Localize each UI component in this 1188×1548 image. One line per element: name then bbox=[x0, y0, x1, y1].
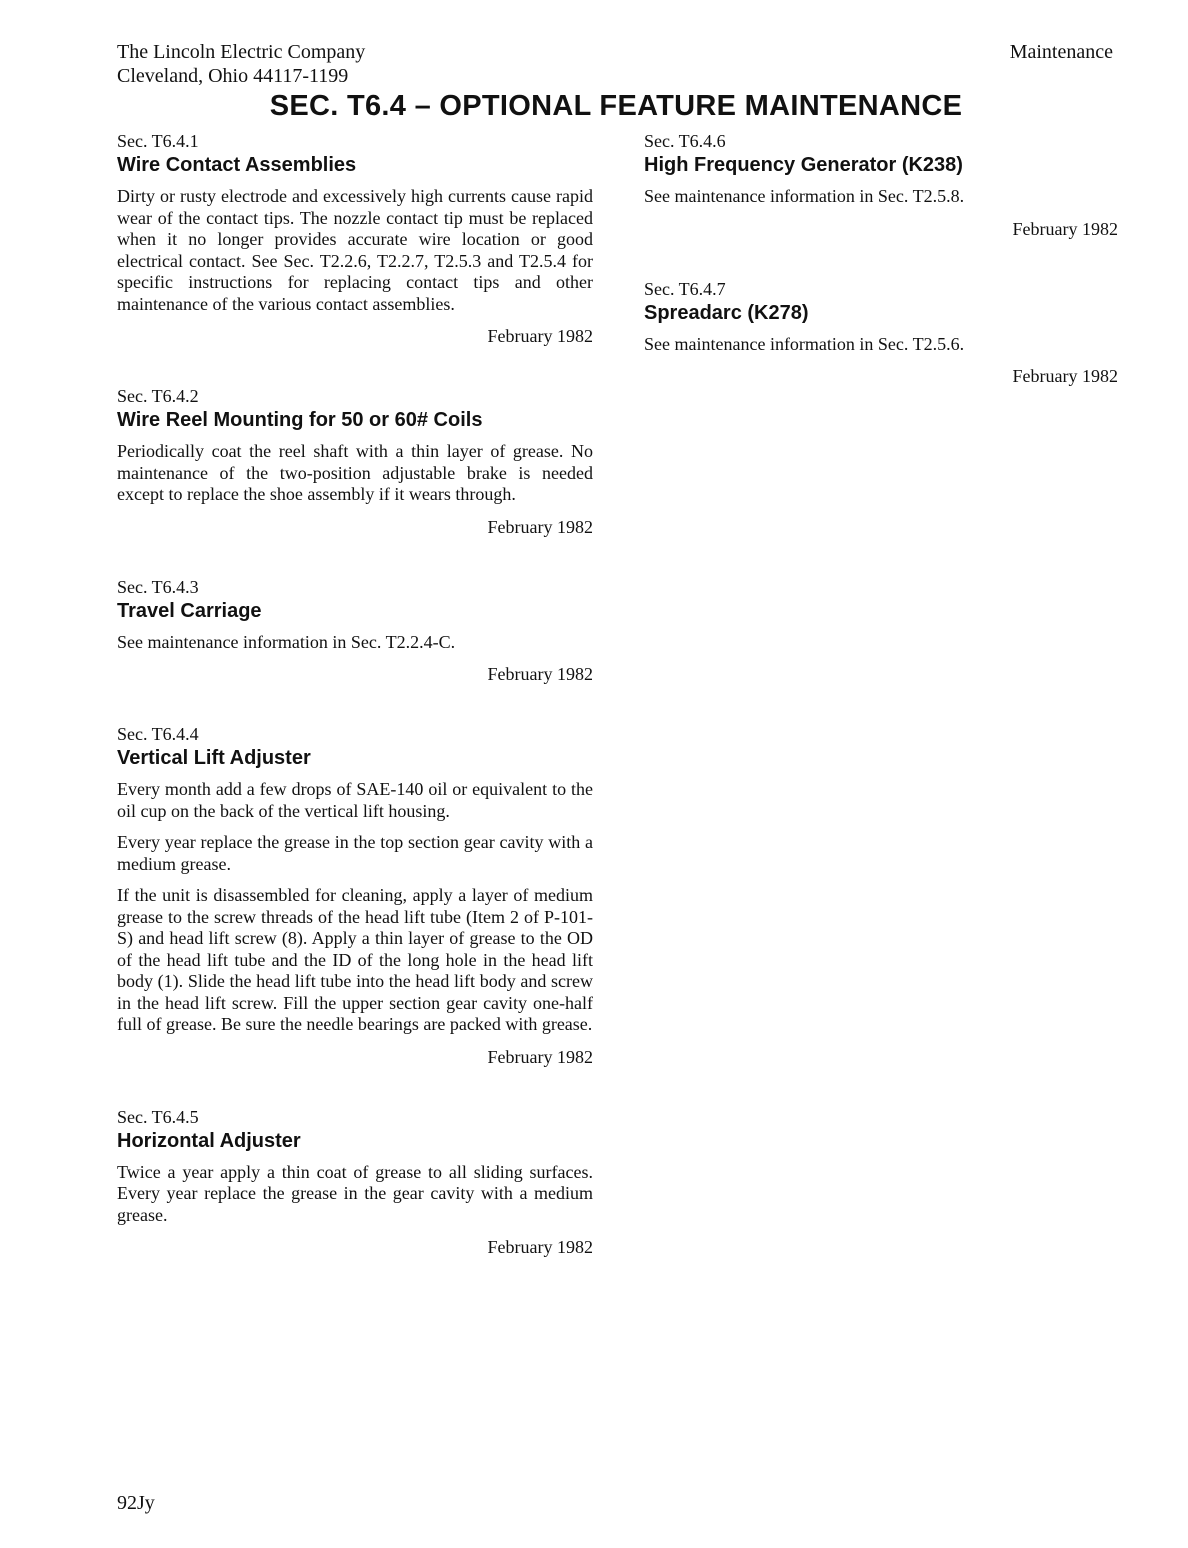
section-high-frequency-generator bbox=[644, 130, 1118, 240]
section-paragraph: Twice a year apply a thin coat of grease to all sliding surfaces. Every year replace the grease in the gear cavity with a medium grease. bbox=[117, 1161, 593, 1225]
section-paragraph: Dirty or rusty electrode and excessively high currents cause rapid wear of the contact tips. The nozzle contact tip must be replaced when it no longer provides accurate wire location or good electrical contact. See Sec. T2.2.6, T2.2.7, T2.5.3 and T2.5.4 for specific instructions for replacing contact tips and other maintenance of the various contact assemblies. bbox=[117, 186, 593, 314]
section-number: Sec. T6.4.2 bbox=[117, 386, 199, 406]
section-date: February 1982 bbox=[1012, 366, 1118, 386]
section-title: Spreadarc (K278) bbox=[644, 301, 809, 324]
section-paragraph: See maintenance information in Sec. T2.5.6. bbox=[644, 333, 965, 354]
section-date: February 1982 bbox=[487, 1237, 593, 1257]
section-paragraph: Periodically coat the reel shaft with a thin layer of grease. No maintenance of the two-position adjustable brake is needed except to replace the shoe assembly if it wears through. bbox=[117, 441, 593, 504]
section-number: Sec. T6.4.6 bbox=[644, 131, 726, 151]
section-title: Wire Contact Assemblies bbox=[117, 154, 357, 176]
section-date: February 1982 bbox=[487, 1046, 593, 1067]
section-paragraph: Every year replace the grease in the top section gear cavity with a medium grease. bbox=[117, 832, 593, 874]
section-number: Sec. T6.4.3 bbox=[117, 576, 199, 597]
right-column bbox=[644, 130, 1118, 387]
section-category: Maintenance bbox=[1009, 41, 1113, 63]
section-wire-contact-assemblies bbox=[117, 130, 593, 347]
company-name: The Lincoln Electric Company bbox=[117, 41, 366, 63]
section-paragraph: See maintenance information in Sec. T2.5.8. bbox=[644, 186, 965, 206]
section-number: Sec. T6.4.7 bbox=[644, 278, 726, 299]
left-column bbox=[117, 130, 593, 1258]
section-title: Vertical Lift Adjuster bbox=[117, 747, 311, 769]
section-horizontal-adjuster bbox=[117, 1106, 593, 1259]
section-date: February 1982 bbox=[487, 664, 593, 684]
section-date: February 1982 bbox=[487, 326, 593, 346]
section-number: Sec. T6.4.5 bbox=[117, 1106, 199, 1127]
page-code: 92Jy bbox=[117, 1492, 155, 1514]
section-date: February 1982 bbox=[1012, 218, 1118, 239]
section-wire-reel-mounting bbox=[117, 385, 593, 538]
section-number: Sec. T6.4.4 bbox=[117, 724, 199, 744]
section-title: Horizontal Adjuster bbox=[117, 1129, 301, 1152]
section-number: Sec. T6.4.1 bbox=[117, 131, 199, 151]
section-paragraph: See maintenance information in Sec. T2.2.4-C. bbox=[117, 631, 456, 652]
company-header bbox=[117, 40, 365, 88]
page-title: SEC. T6.4 – OPTIONAL FEATURE MAINTENANCE bbox=[269, 90, 963, 122]
section-paragraph: If the unit is disassembled for cleaning, apply a layer of medium grease to the screw threads of the head lift tube (Item 2 of P-101-S) and head lift screw (8). Apply a thin layer of grease to the OD of the head lift tube and the ID of the long hole in the head lift body (1). Slide the head lift tube into the head lift body and screw in the head lift screw. Fill the upper section gear cavity one-half full of grease. Be sure the needle bearings are packed with grease. bbox=[117, 885, 593, 1034]
section-title: High Frequency Generator (K238) bbox=[644, 154, 963, 176]
section-travel-carriage bbox=[117, 576, 593, 686]
section-vertical-lift-adjuster bbox=[117, 723, 593, 1068]
section-paragraph: Every month add a few drops of SAE-140 oil or equivalent to the oil cup on the back of the vertical lift housing. bbox=[117, 779, 593, 821]
section-date: February 1982 bbox=[487, 516, 593, 537]
section-spreadarc bbox=[644, 278, 1118, 388]
section-title: Wire Reel Mounting for 50 or 60# Coils bbox=[117, 409, 483, 431]
company-address: Cleveland, Ohio 44117-1199 bbox=[117, 65, 349, 87]
section-title: Travel Carriage bbox=[117, 599, 262, 622]
